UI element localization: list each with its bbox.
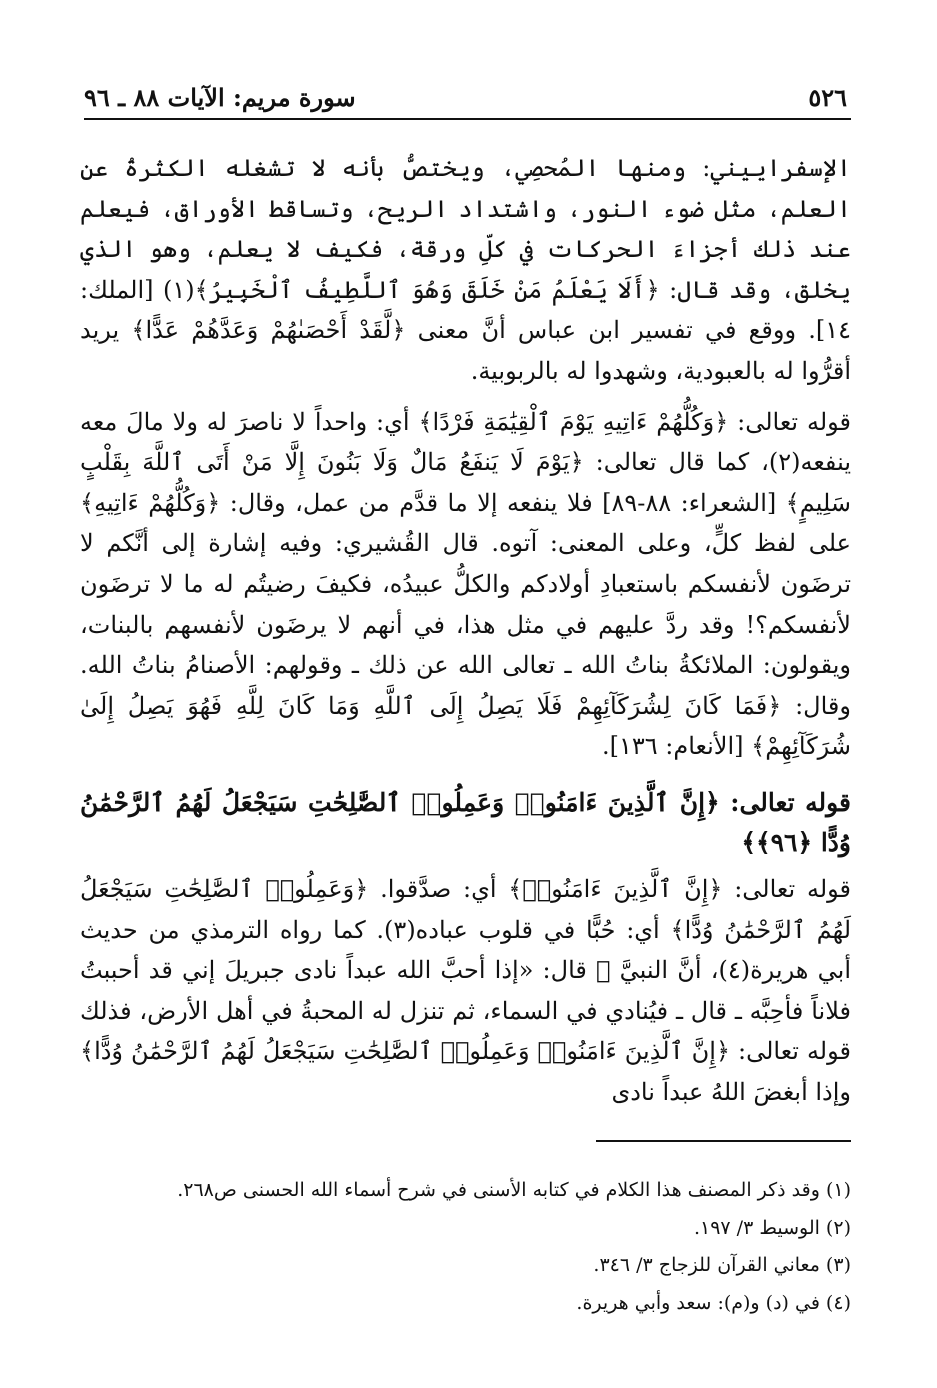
paragraph-1: الإسفراييني: ومنها المُحصِي، ويختصُّ بأنه لا تشغله الكثرةُ عن العلم، مثل ضوء النور، واشتداد الريح، وتساقط الأوراق، فيعلم عند ذلك أجزاءَ الحركات في كلِّ ورقة، فكيف لا يعلم، وهو الذي يخلق، وقد قال: ﴿أَلَا يَعْلَمُ مَنْ خَلَقَ وَهُوَ ٱللَّطِيفُ ٱلْخَبِيرُ﴾(١) [الملك: ١٤]. ووقع في تفسير ابن عباس أنَّ معنى ﴿لَّقَدْ أَحْصَىٰهُمْ وَعَدَّهُمْ عَدًّا﴾ يريد أقرُّوا له بالعبودية، وشهدوا له بالربوبية. — [80, 154, 852, 385]
paragraph-3: قوله تعالى: ﴿إِنَّ ٱلَّذِينَ ءَامَنُوا۟﴾ أي: صدَّقوا. ﴿وَعَمِلُوا۟ ٱلصَّٰلِحَٰتِ سَيَجْعَلُ لَهُمُ ٱلرَّحْمَٰنُ وُدًّا﴾ أي: حُبًّا في قلوب عباده(٣). كما رواه الترمذي من حديث أبي هريرة(٤)، أنَّ النبيَّ ﷺ قال: «إذا أحبَّ الله عبداً نادى جبريلَ إني قد أحببتُ فلاناً فأحِبَّه ـ قال ـ فيُنادي في السماء، ثم تنزل له المحبةُ في أهل الأرض، فذلك قوله تعالى: ﴿إِنَّ ٱلَّذِينَ ءَامَنُوا۟ وَعَمِلُوا۟ ٱلصَّٰلِحَٰتِ سَيَجْعَلُ لَهُمُ ٱلرَّحْمَٰنُ وُدًّا﴾ وإذا أبغضَ اللهُ عبداً نادى — [80, 874, 852, 1106]
footnote-divider — [596, 1140, 851, 1142]
verse-heading: قوله تعالى: ﴿إِنَّ ٱلَّذِينَ ءَامَنُوا۟ وَعَمِلُوا۟ ٱلصَّٰلِحَٰتِ سَيَجْعَلُ لَهُمُ ٱلرَّحْمَٰنُ وُدًّا ﴿٩٦﴾﴾ — [80, 787, 851, 857]
main-text — [80, 148, 851, 1112]
footnote-3: (٣) معاني القرآن للزجاج ٣/ ٣٤٦. — [593, 1254, 851, 1276]
footnote-2: (٢) الوسيط ٣/ ١٩٧. — [693, 1216, 851, 1239]
page-number: ٥٢٦ — [808, 83, 847, 112]
footnotes — [84, 1172, 851, 1322]
header-divider — [84, 118, 851, 120]
running-title: سورة مريم: الآيات ٨٨ ـ ٩٦ — [84, 83, 356, 112]
page-header — [84, 62, 847, 118]
footnote-1: (١) وقد ذكر المصنف هذا الكلام في كتابه الأسنى في شرح أسماء الله الحسنى ص٢٦٨. — [177, 1179, 851, 1201]
paragraph-2: قوله تعالى: ﴿وَكُلُّهُمْ ءَاتِيهِ يَوْمَ ٱلْقِيَٰمَةِ فَرْدًا﴾ أي: واحداً لا ناصرَ له ولا مالَ معه ينفعه(٢)، كما قال تعالى: ﴿يَوْمَ لَا يَنفَعُ مَالٌ وَلَا بَنُونَ إِلَّا مَنْ أَتَى ٱللَّهَ بِقَلْبٍ سَلِيمٍ﴾ [الشعراء: ٨٨-٨٩] فلا ينفعه إلا ما قدَّم من عمل، وقال: ﴿وَكُلُّهُمْ ءَاتِيهِ﴾ على لفظ كلٍّ، وعلى المعنى: آتوه. قال القُشيري: وفيه إشارة إلى أنَّكم لا ترضَون لأنفسكم باستعبادِ أولادكم والكلُّ عبيدُه، فكيفَ رضيتُم له ما لا ترضَون لأنفسكم؟! وقد ردَّ عليهم في مثل هذا، في أنهم لا يرضَون لأنفسهم بالبنات، ويقولون: الملائكةُ بناتُ الله ـ تعالى الله عن ذلك ـ وقولهم: الأصنامُ بناتُ الله. وقال: ﴿فَمَا كَانَ لِشُرَكَآئِهِمْ فَلَا يَصِلُ إِلَى ٱللَّهِ وَمَا كَانَ لِلَّهِ فَهُوَ يَصِلُ إِلَىٰ شُرَكَآئِهِمْ﴾ [الأنعام: ١٣٦]. — [80, 407, 851, 761]
footnote-4: (٤) في (د) و(م): سعد وأبي هريرة. — [576, 1291, 851, 1314]
